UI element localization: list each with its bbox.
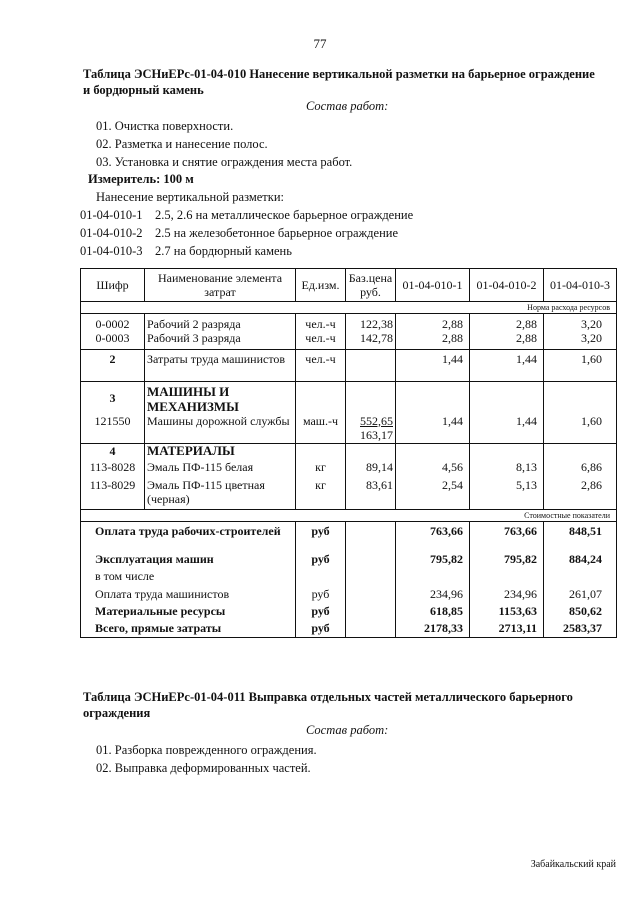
- table2-composition-heading: Состав работ:: [306, 723, 389, 737]
- table2-work-item: 02. Выправка деформированных частей.: [96, 761, 311, 775]
- table1-item-text: 2.5 на железобетонное барьерное ограждение: [155, 226, 398, 240]
- cost-row: Эксплуатация машин руб 795,82 795,82 884,24: [81, 552, 617, 569]
- table1-intro: Нанесение вертикальной разметки:: [96, 190, 284, 204]
- cost-row: Всего, прямые затраты руб 2178,33 2713,11 2583,37: [81, 621, 617, 638]
- table1-meter: Измеритель: 100 м: [88, 172, 194, 186]
- resource-table: [80, 268, 617, 638]
- table2-work-item: 01. Разборка поврежденного ограждения.: [96, 743, 317, 757]
- table2-title-line2: ограждения: [83, 706, 151, 720]
- table1-title-line1: Таблица ЭСНиЕРс-01-04-010 Нанесение вертикальной разметки на барьерное ограждение: [83, 67, 595, 81]
- cost-row: Материальные ресурсы руб 618,85 1153,63 850,62: [81, 604, 617, 621]
- base-price: 552,65: [360, 413, 393, 428]
- header-base-price: Баз.цена руб.: [346, 269, 396, 302]
- table-row: 4 МАТЕРИАЛЫ: [81, 444, 617, 460]
- table2-title-line1: Таблица ЭСНиЕРс-01-04-011 Выправка отдельных частей металлического барьерного: [83, 690, 573, 704]
- table1-item-code: 01-04-010-3: [80, 244, 143, 258]
- cost-row: в том числе: [81, 569, 617, 587]
- cost-header-row: [81, 510, 617, 522]
- table-row: 0-0003 Рабочий 3 разряда чел.-ч 142,78 2,88 2,88 3,20: [81, 331, 617, 349]
- table1-work-item: 01. Очистка поверхности.: [96, 119, 234, 133]
- table1-item-text: 2.5, 2.6 на металлическое барьерное ограждение: [155, 208, 414, 222]
- cost-row: Оплата труда рабочих-строителей руб 763,66 763,66 848,51: [81, 522, 617, 552]
- table1-item-code: 01-04-010-1: [80, 208, 143, 222]
- table-row: 113-8028 Эмаль ПФ-115 белая кг 89,14 4,56 8,13 6,86: [81, 460, 617, 478]
- norm-header-row: [81, 302, 617, 314]
- table1-item-code: 01-04-010-2: [80, 226, 143, 240]
- table-row: 3 МАШИНЫ И МЕХАНИЗМЫ: [81, 381, 617, 414]
- cost-row: Оплата труда машинистов руб 234,96 234,96 261,07: [81, 587, 617, 604]
- cost-header: Стоимостные показатели: [81, 510, 617, 522]
- header-unit: Ед.изм.: [296, 269, 346, 302]
- table1-title-line2: и бордюрный камень: [83, 83, 204, 97]
- table1-composition-heading: Состав работ:: [306, 99, 389, 113]
- header-col1: 01-04-010-1: [396, 269, 470, 302]
- header-col3: 01-04-010-3: [544, 269, 617, 302]
- header-name: Наименование элемента затрат: [145, 269, 296, 302]
- page-number: 77: [313, 36, 327, 51]
- table-row: 121550 Машины дорожной службы маш.-ч 552,65 163,17 1,44 1,44 1,60: [81, 414, 617, 444]
- header-col2: 01-04-010-2: [470, 269, 544, 302]
- table1-work-item: 02. Разметка и нанесение полос.: [96, 137, 268, 151]
- table-row: 113-8029 Эмаль ПФ-115 цветная (черная) кг 83,61 2,54 5,13 2,86: [81, 478, 617, 510]
- footer-region: Забайкальский край: [530, 859, 616, 870]
- norm-header: Норма расхода ресурсов: [81, 302, 617, 314]
- table-row: 2 Затраты труда машинистов чел.-ч 1,44 1,44 1,60: [81, 349, 617, 381]
- table-header-row: [81, 269, 617, 302]
- header-code: Шифр: [81, 269, 145, 302]
- table1-work-item: 03. Установка и снятие ограждения места работ.: [96, 155, 353, 169]
- table-row: 0-0002 Рабочий 2 разряда чел.-ч 122,38 2,88 2,88 3,20: [81, 314, 617, 332]
- table1-item-text: 2.7 на бордюрный камень: [155, 244, 292, 258]
- base-price-secondary: 163,17: [360, 427, 393, 442]
